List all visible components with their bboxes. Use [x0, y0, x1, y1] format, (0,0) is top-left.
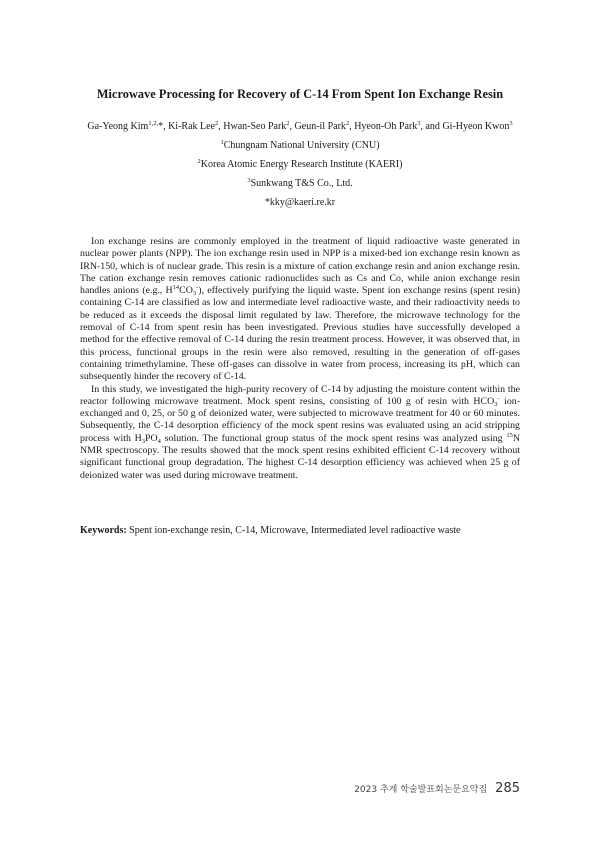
keywords-label: Keywords:	[80, 525, 127, 536]
author-separator: ,	[349, 121, 355, 132]
keywords-line	[80, 525, 520, 536]
superscript: -	[497, 394, 500, 402]
affiliation-3	[0, 178, 600, 189]
corresponding-email: *kky@kaeri.re.kr	[264, 197, 336, 208]
subscript: 4	[157, 437, 161, 445]
paragraph-text: ), effectively purifying the liquid waste. Spent ion exchange resins (spent resin) containing C-14 are classified as low and intermediate level radioactive waste, and their radioactivity needs to be reduced as it exceeds the disposal limit regulated by law. Therefore, the microwave technology for the removal of C-14 from spent resin has been investigated. Previous studies have successfully developed a method for the effective removal of C-14 during the resin treatment process. However, it was observed that, in this process, functional groups in the resin were also removed, resulting in the generation of off-gases containing trimethylamine. These off-gases can dissolve in water from process, increasing its pH, which can subsequently hinder the recovery of C-14.	[80, 285, 521, 383]
superscript: 15	[506, 431, 513, 439]
paragraph-text: CO	[179, 285, 193, 297]
paragraph-text: In this study, we investigated the high-purity recovery of C-14 by adjusting the moisture content within the reactor following microwave treatment. Mock spent resins, consisting of 100 g of resin with HCO	[80, 383, 520, 407]
author-affiliation-mark: 3	[417, 120, 421, 127]
affiliation-2	[0, 159, 600, 170]
affiliation-1	[0, 140, 600, 151]
abstract-body	[80, 236, 520, 482]
subscript: 3	[494, 400, 498, 408]
author-separator: ,	[289, 121, 295, 132]
abstract-paragraph	[80, 236, 520, 384]
page-number: 285	[495, 781, 520, 796]
author-affiliation-mark: 2	[215, 120, 219, 127]
author-separator: ,	[218, 121, 224, 132]
paragraph-text: Ion exchange resins are commonly employed in the treatment of liquid radioactive waste generated in nuclear power plants (NPP). The ion exchange resin used in NPP is a mixed-bed ion exchange resin known as IRN-150, which is of nuclear grade. This resin is a mixture of cation exchange resin and anion exchange resin. The cation exchange resin removes cationic radionuclides such as Cs and Co, while anion exchange resin handles anions (e.g., H	[80, 236, 520, 297]
subscript: 3	[141, 437, 146, 445]
page-footer	[354, 781, 520, 796]
author-name: Hwan-Seo Park	[223, 121, 287, 132]
conference-name: 2023 추계 학술발표회논문요약집	[354, 785, 488, 795]
affiliation-number: 2	[197, 158, 201, 165]
abstract-paragraph	[80, 384, 520, 482]
subscript: 3	[192, 290, 197, 298]
paragraph-text: PO	[145, 432, 158, 444]
author-name: Geun-il Park	[294, 121, 346, 132]
author-affiliation-mark: 1,2,	[148, 120, 159, 127]
superscript: -	[196, 284, 199, 292]
author-name: Gi-Hyeon Kwon	[442, 121, 510, 132]
author-name: Ki-Rak Lee	[168, 121, 215, 132]
keywords-text: Spent ion-exchange resin, C-14, Microwave, Intermediated level radioactive waste	[126, 525, 461, 536]
author-name: Ga-Yeong Kim	[87, 121, 149, 132]
author-list	[0, 121, 600, 132]
author-affiliation-mark: 2	[286, 120, 290, 127]
author-affiliation-mark: 3	[509, 120, 513, 127]
affiliation-number: 3	[247, 177, 251, 184]
affiliation-text: Korea Atomic Energy Research Institute (KAERI)	[200, 159, 403, 170]
affiliation-number: 1	[220, 139, 224, 146]
paragraph-text: solution. The functional group status of the mock spent resins was analyzed using	[160, 432, 507, 444]
affiliation-text: Sunkwang T&S Co., Ltd.	[250, 178, 353, 189]
paper-title: Microwave Processing for Recovery of C-14 From Spent Ion Exchange Resin	[96, 87, 504, 101]
author-name: Hyeon-Oh Park	[354, 121, 418, 132]
author-separator: *,	[158, 121, 169, 132]
paragraph-text: ion-exchanged and 0, 25, or 50 g of deionized water, were subjected to microwave treatment for 40 or 60 minutes. Subsequently, the C-14 desorption efficiency of the mock spent resins was evaluated using an acid stripping process with H	[80, 395, 520, 444]
paragraph-text: N NMR spectroscopy. The results showed that the mock spent resins exhibited efficient C-14 recovery without significant functional group degradation. The highest C-14 desorption efficiency was achieved when 25 g of deionized water was used during microwave treatment.	[80, 432, 520, 481]
author-affiliation-mark: 2	[345, 120, 350, 127]
superscript: 14	[172, 284, 180, 292]
author-separator: , and	[420, 121, 443, 132]
affiliation-text: Chungnam National University (CNU)	[223, 140, 380, 151]
